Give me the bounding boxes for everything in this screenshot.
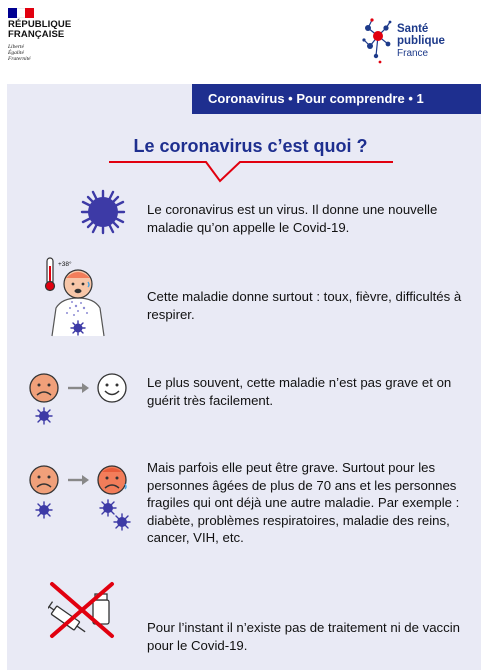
rf-motto-1: Liberté [8, 44, 24, 50]
rf-motto [8, 44, 31, 63]
section-text-3: Le plus souvent, cette maladie n’est pas grave et on guérit très facilement. [147, 375, 452, 408]
recovery-icon [26, 372, 130, 428]
spf-logo-text [397, 23, 445, 47]
rf-motto-2: Égalité [8, 50, 24, 57]
thermometer-label: +38° [58, 261, 72, 268]
rf-name-line2: FRANÇAISE [8, 29, 65, 40]
virus-icon [80, 189, 126, 235]
no-treatment-icon [48, 580, 118, 640]
spf-line1: Santé [397, 23, 429, 35]
spf-line2: publique [397, 35, 445, 47]
page-title: Le coronavirus c’est quoi ? [133, 136, 368, 156]
section-text-5: Pour l’instant il n’existe pas de traitement ni de vaccin pour le Covid-19. [147, 620, 460, 653]
sick-person-icon [42, 256, 112, 338]
french-flag-logo [8, 8, 34, 18]
sante-publique-france-logo-icon [360, 14, 396, 66]
series-banner: Coronavirus • Pour comprendre • 1 [192, 84, 481, 114]
republique-francaise-logo-text [8, 20, 71, 40]
rf-motto-3: Fraternité [8, 56, 31, 63]
section-text-4: Mais parfois elle peut être grave. Surtout pour les personnes âgées de plus de 70 ans et les personnes fragiles qui ont déjà une autre maladie. Par exemple : diabète, problèmes respiratoires, maladie des reins, cancer, VIH, etc. [147, 460, 460, 545]
spf-line3: France [397, 48, 429, 59]
rf-name-line1: RÉPUBLIQUE [8, 19, 72, 30]
section-text-1: Le coronavirus est un virus. Il donne une nouvelle maladie qu’on appelle le Covid-19. [147, 202, 438, 235]
section-text-2: Cette maladie donne surtout : toux, fièvre, difficultés à respirer. [147, 289, 462, 322]
worsening-icon [26, 462, 136, 534]
